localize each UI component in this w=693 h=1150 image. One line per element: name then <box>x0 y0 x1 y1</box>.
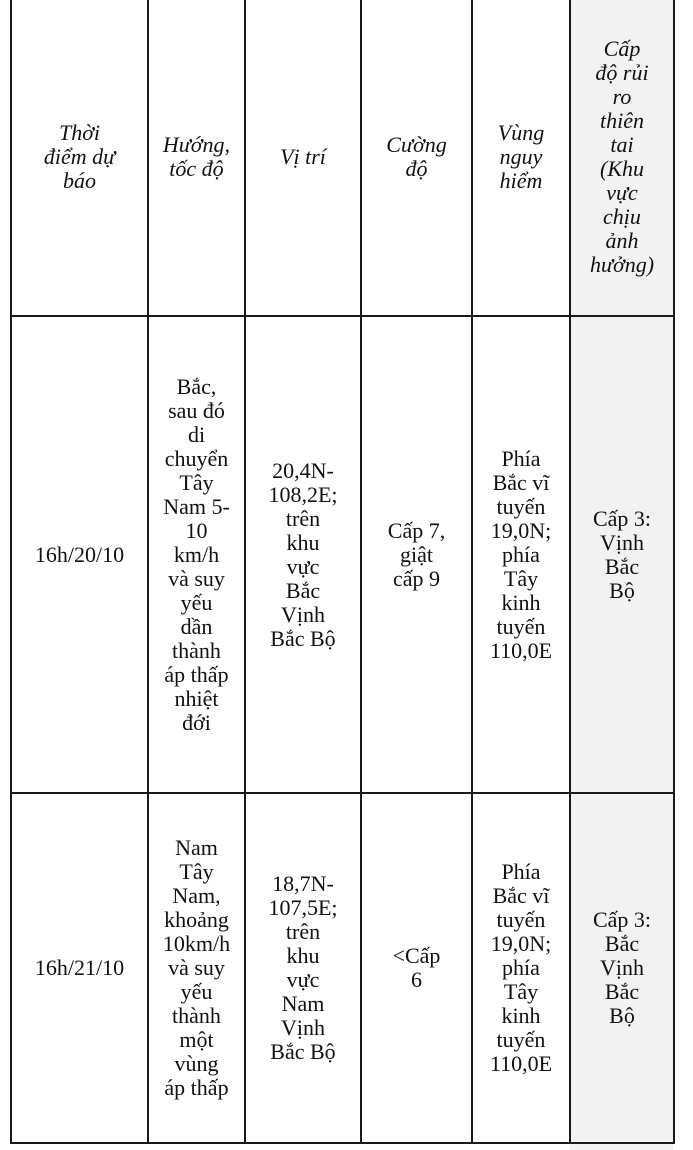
cell-position: 20,4N- 108,2E; trên khu vực Bắc Vịnh Bắc Bộ <box>245 316 361 793</box>
cell-risk-level: Cấp 3: Vịnh Bắc Bộ <box>570 316 674 793</box>
forecast-table <box>10 0 675 1144</box>
cell-intensity: Cấp 7, giật cấp 9 <box>361 316 472 793</box>
header-intensity: Cường độ <box>361 0 472 316</box>
header-direction-speed: Hướng, tốc độ <box>148 0 245 316</box>
cell-danger-zone: Phía Bắc vĩ tuyến 19,0N; phía Tây kinh tuyến 110,0E <box>472 316 570 793</box>
table-row <box>11 316 674 793</box>
header-risk-level: Cấp độ rủi ro thiên tai (Khu vực chịu ảnh hưởng) <box>570 0 674 316</box>
cell-time: 16h/21/10 <box>11 793 148 1143</box>
cell-direction: Nam Tây Nam, khoảng 10km/h và suy yếu thành một vùng áp thấp <box>148 793 245 1143</box>
header-forecast-time: Thời điểm dự báo <box>11 0 148 316</box>
table-row <box>11 793 674 1143</box>
cell-danger-zone: Phía Bắc vĩ tuyến 19,0N; phía Tây kinh tuyến 110,0E <box>472 793 570 1143</box>
cell-time: 16h/20/10 <box>11 316 148 793</box>
cell-risk-level: Cấp 3: Bắc Vịnh Bắc Bộ <box>570 793 674 1143</box>
cell-position: 18,7N- 107,5E; trên khu vực Nam Vịnh Bắc Bộ <box>245 793 361 1143</box>
header-danger-zone: Vùng nguy hiểm <box>472 0 570 316</box>
cell-intensity: <Cấp 6 <box>361 793 472 1143</box>
cell-direction: Bắc, sau đó di chuyển Tây Nam 5- 10 km/h và suy yếu dần thành áp thấp nhiệt đới <box>148 316 245 793</box>
header-position: Vị trí <box>245 0 361 316</box>
table-header-row <box>11 0 674 316</box>
